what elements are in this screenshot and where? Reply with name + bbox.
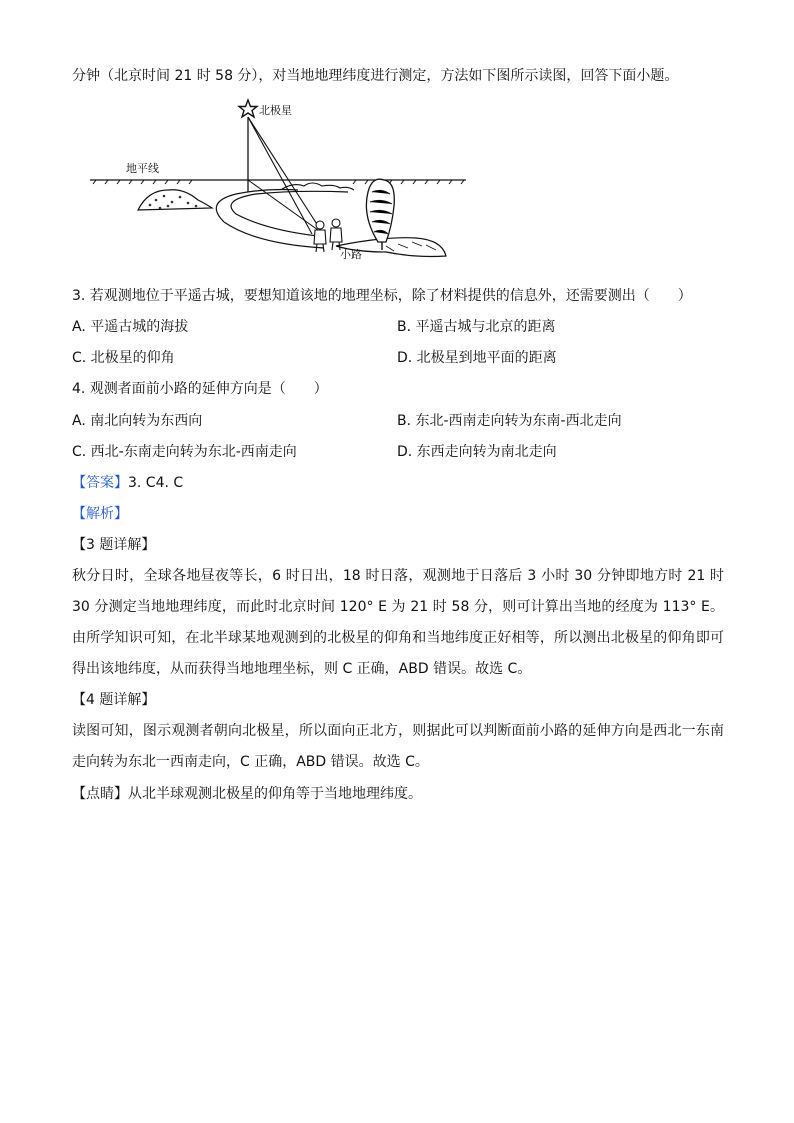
detail3-body: 秋分日时，全球各地昼夜等长，6 时日出，18 时日落，观测地于日落后 3 小时 30 分钟即地方时 21 时 30 分测定当地地理纬度，而此时北京时间 120° E 为 21 时 58 分，则可计算出当地的经度为 113° E。由所学知识可知，在北半球某地观测到的北极星的仰角和当地纬度正好相等，所以测出北极星的仰角即可得出该地纬度，从而获得当地地理坐标，则 C 正确，ABD 错误。故选 C。 <box>72 568 724 677</box>
q3-stem: 3. 若观测地位于平遥古城，要想知道该地的地理坐标，除了材料提供的信息外，还需要测出（ ） <box>72 288 692 304</box>
star-icon <box>239 100 257 117</box>
answer-text: 3. C4. C <box>128 475 184 491</box>
horizon-label: 地平线 <box>126 162 159 175</box>
answer-tag: 【答案】 <box>72 475 128 491</box>
analysis-heading <box>72 504 128 524</box>
q3-option-c: C. 北极星的仰角 <box>72 350 175 366</box>
detail3-heading: 【3 题详解】 <box>72 537 156 553</box>
q3-option-d: D. 北极星到地平面的距离 <box>397 350 557 366</box>
q4-stem: 4. 观测者面前小路的延伸方向是（ ） <box>72 381 328 397</box>
intro-text: 分钟（北京时间 21 时 58 分），对当地地理纬度进行测定，方法如下图所示读图，回答下面小题。 <box>72 68 679 84</box>
q4-option-a: A. 南北向转为东西向 <box>72 413 203 429</box>
path-label: 小路 <box>340 248 362 261</box>
detail4-heading: 【4 题详解】 <box>72 692 156 708</box>
q4-option-c: C. 西北-东南走向转为东北-西南走向 <box>72 444 297 460</box>
polaris-observation-figure <box>86 96 470 268</box>
q4-option-b: B. 东北-西南走向转为东南-西北走向 <box>397 413 622 429</box>
detail4-body: 读图可知，图示观测者朝向北极星，所以面向正北方，则据此可以判断面前小路的延伸方向是西北一东南走向转为东北一西南走向，C 正确，ABD 错误。故选 C。 <box>72 723 724 770</box>
tip-text: 从北半球观测北极星的仰角等于当地地理纬度。 <box>128 786 422 802</box>
analysis-tag: 【解析】 <box>72 506 128 522</box>
answer-line <box>72 473 183 493</box>
q3-option-b: B. 平遥古城与北京的距离 <box>397 319 556 335</box>
tip-tag: 【点睛】 <box>72 786 128 802</box>
star-label: 北极星 <box>259 104 292 117</box>
q3-option-a: A. 平遥古城的海拔 <box>72 319 189 335</box>
q4-option-d: D. 东西走向转为南北走向 <box>397 444 557 460</box>
tip-line <box>72 784 422 804</box>
